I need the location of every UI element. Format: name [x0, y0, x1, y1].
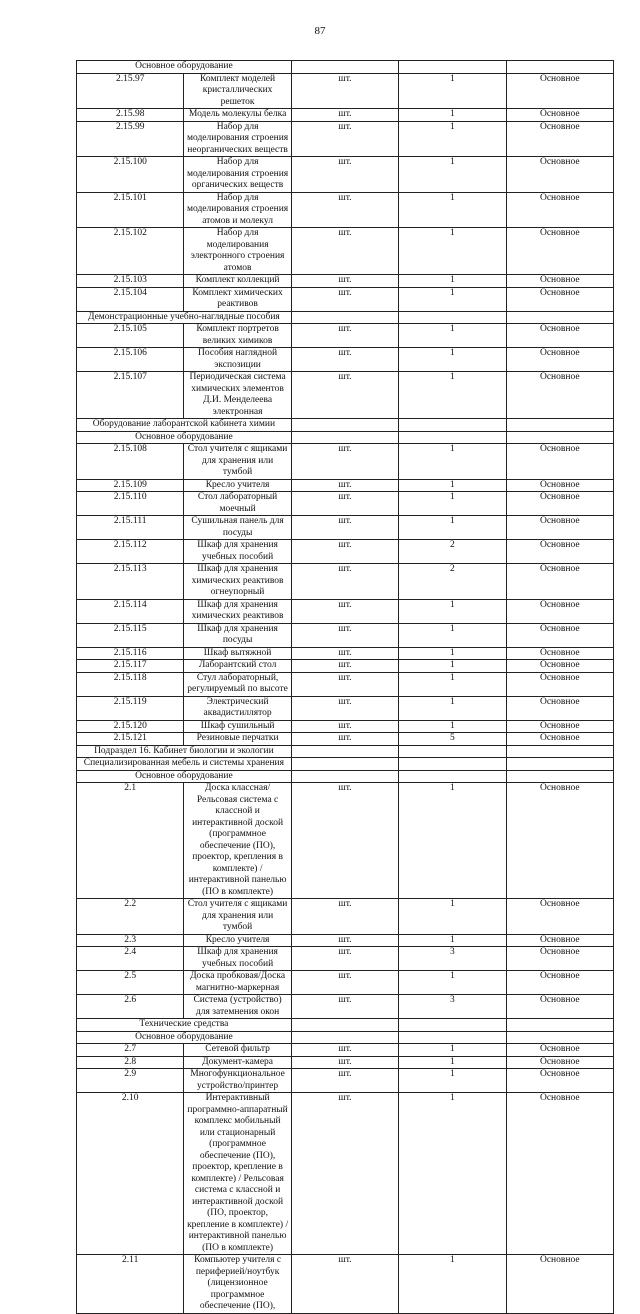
table-row [77, 660, 614, 673]
empty-cell [399, 311, 506, 324]
item-type: Основное [506, 444, 613, 480]
item-name: Комплект моделей кристаллических решеток [184, 73, 291, 109]
item-type: Основное [506, 720, 613, 733]
table-row [77, 720, 614, 733]
item-quantity: 1 [399, 192, 506, 228]
section-header-row [77, 311, 614, 324]
item-unit: шт. [291, 324, 398, 348]
empty-cell [291, 770, 398, 783]
item-type: Основное [506, 540, 613, 564]
item-name: Стол учителя с ящиками для хранения или тумбой [184, 899, 291, 935]
item-number: 2.15.102 [77, 228, 184, 275]
item-quantity: 1 [399, 479, 506, 492]
empty-cell [399, 419, 506, 432]
item-name: Шкаф для хранения учебных пособий [184, 947, 291, 971]
item-unit: шт. [291, 647, 398, 660]
item-unit: шт. [291, 733, 398, 746]
item-quantity: 5 [399, 733, 506, 746]
item-number: 2.15.117 [77, 660, 184, 673]
item-quantity: 1 [399, 783, 506, 899]
item-quantity: 1 [399, 672, 506, 696]
item-unit: шт. [291, 121, 398, 157]
item-unit: шт. [291, 479, 398, 492]
item-number: 2.15.115 [77, 623, 184, 647]
item-number: 2.15.121 [77, 733, 184, 746]
table-row [77, 899, 614, 935]
empty-cell [506, 1031, 613, 1044]
item-number: 2.15.97 [77, 73, 184, 109]
item-number: 2.15.101 [77, 192, 184, 228]
empty-cell [291, 1031, 398, 1044]
empty-cell [506, 431, 613, 444]
item-number: 2.5 [77, 971, 184, 995]
item-quantity: 1 [399, 157, 506, 193]
section-header: Подраздел 16. Кабинет биологии и экологии [77, 745, 292, 758]
item-unit: шт. [291, 516, 398, 540]
table-row [77, 564, 614, 600]
table-row [77, 275, 614, 288]
item-number: 2.8 [77, 1056, 184, 1069]
item-name: Стол лабораторный моечный [184, 492, 291, 516]
item-type: Основное [506, 1255, 613, 1314]
item-number: 2.15.109 [77, 479, 184, 492]
item-number: 2.15.111 [77, 516, 184, 540]
item-name: Шкаф для хранения учебных пособий [184, 540, 291, 564]
item-number: 2.15.99 [77, 121, 184, 157]
item-unit: шт. [291, 623, 398, 647]
item-quantity: 1 [399, 971, 506, 995]
item-type: Основное [506, 275, 613, 288]
item-type: Основное [506, 324, 613, 348]
item-number: 2.15.107 [77, 372, 184, 419]
item-quantity: 1 [399, 623, 506, 647]
section-header-row [77, 1019, 614, 1032]
item-type: Основное [506, 733, 613, 746]
table-row [77, 192, 614, 228]
empty-cell [506, 61, 613, 74]
item-number: 2.1 [77, 783, 184, 899]
item-unit: шт. [291, 971, 398, 995]
table-row [77, 324, 614, 348]
item-unit: шт. [291, 228, 398, 275]
empty-cell [506, 1019, 613, 1032]
item-number: 2.15.112 [77, 540, 184, 564]
item-quantity: 3 [399, 995, 506, 1019]
item-unit: шт. [291, 192, 398, 228]
section-header: Демонстрационные учебно-наглядные пособия [77, 311, 292, 324]
item-quantity: 1 [399, 121, 506, 157]
item-quantity: 1 [399, 348, 506, 372]
item-unit: шт. [291, 157, 398, 193]
item-name: Система (устройство) для затемнения окон [184, 995, 291, 1019]
table-row [77, 479, 614, 492]
item-type: Основное [506, 599, 613, 623]
item-unit: шт. [291, 934, 398, 947]
item-number: 2.7 [77, 1044, 184, 1057]
item-unit: шт. [291, 564, 398, 600]
table-row [77, 783, 614, 899]
item-type: Основное [506, 899, 613, 935]
item-type: Основное [506, 157, 613, 193]
empty-cell [291, 758, 398, 771]
empty-cell [291, 1019, 398, 1032]
item-unit: шт. [291, 348, 398, 372]
item-type: Основное [506, 696, 613, 720]
item-type: Основное [506, 516, 613, 540]
item-number: 2.15.106 [77, 348, 184, 372]
item-type: Основное [506, 479, 613, 492]
item-number: 2.15.113 [77, 564, 184, 600]
item-quantity: 1 [399, 287, 506, 311]
item-quantity: 1 [399, 696, 506, 720]
item-name: Компьютер учителя с периферией/ноутбук (лицензионное программное обеспечение (ПО), [184, 1255, 291, 1314]
item-number: 2.15.120 [77, 720, 184, 733]
table-row [77, 696, 614, 720]
table-row [77, 121, 614, 157]
section-header-row [77, 419, 614, 432]
table-row [77, 287, 614, 311]
item-name: Резиновые перчатки [184, 733, 291, 746]
equipment-table-body [77, 61, 614, 1314]
empty-cell [291, 745, 398, 758]
item-name: Комплект коллекций [184, 275, 291, 288]
table-row [77, 647, 614, 660]
table-row [77, 672, 614, 696]
item-quantity: 1 [399, 660, 506, 673]
empty-cell [399, 770, 506, 783]
item-name: Периодическая система химических элементов Д.И. Менделеева электронная [184, 372, 291, 419]
item-name: Модель молекулы белка [184, 109, 291, 122]
item-type: Основное [506, 647, 613, 660]
item-quantity: 1 [399, 109, 506, 122]
item-unit: шт. [291, 73, 398, 109]
item-type: Основное [506, 1056, 613, 1069]
table-row [77, 1069, 614, 1093]
item-name: Шкаф для хранения химических реактивов [184, 599, 291, 623]
item-quantity: 1 [399, 492, 506, 516]
item-name: Кресло учителя [184, 934, 291, 947]
item-number: 2.3 [77, 934, 184, 947]
table-row [77, 492, 614, 516]
item-number: 2.6 [77, 995, 184, 1019]
item-quantity: 1 [399, 720, 506, 733]
table-row [77, 109, 614, 122]
empty-cell [399, 745, 506, 758]
item-quantity: 1 [399, 647, 506, 660]
item-quantity: 1 [399, 275, 506, 288]
item-unit: шт. [291, 1255, 398, 1314]
item-quantity: 3 [399, 947, 506, 971]
empty-cell [291, 311, 398, 324]
table-row [77, 934, 614, 947]
item-name: Шкаф вытяжной [184, 647, 291, 660]
table-row [77, 372, 614, 419]
item-number: 2.11 [77, 1255, 184, 1314]
section-header-row [77, 1031, 614, 1044]
item-unit: шт. [291, 287, 398, 311]
item-type: Основное [506, 287, 613, 311]
item-type: Основное [506, 934, 613, 947]
item-unit: шт. [291, 444, 398, 480]
item-type: Основное [506, 73, 613, 109]
section-header: Специализированная мебель и системы хранения [77, 758, 292, 771]
section-header: Оборудование лаборантской кабинета химии [77, 419, 292, 432]
table-row [77, 599, 614, 623]
item-type: Основное [506, 971, 613, 995]
empty-cell [506, 311, 613, 324]
item-name: Набор для моделирования строения органических веществ [184, 157, 291, 193]
section-header-row [77, 770, 614, 783]
section-header-row [77, 745, 614, 758]
item-number: 2.15.108 [77, 444, 184, 480]
table-row [77, 1093, 614, 1255]
table-row [77, 540, 614, 564]
section-header: Технические средства [77, 1019, 292, 1032]
item-type: Основное [506, 228, 613, 275]
item-type: Основное [506, 947, 613, 971]
item-unit: шт. [291, 899, 398, 935]
item-name: Стул лабораторный, регулируемый по высоте [184, 672, 291, 696]
table-row [77, 971, 614, 995]
item-name: Доска пробковая/Доска магнитно-маркерная [184, 971, 291, 995]
item-unit: шт. [291, 672, 398, 696]
section-header: Основное оборудование [77, 61, 292, 74]
empty-cell [399, 758, 506, 771]
item-type: Основное [506, 672, 613, 696]
item-quantity: 1 [399, 934, 506, 947]
item-unit: шт. [291, 660, 398, 673]
empty-cell [506, 758, 613, 771]
section-header-row [77, 758, 614, 771]
item-quantity: 2 [399, 564, 506, 600]
item-name: Шкаф для хранения химических реактивов огнеупорный [184, 564, 291, 600]
item-number: 2.15.104 [77, 287, 184, 311]
section-header: Основное оборудование [77, 770, 292, 783]
item-name: Шкаф для хранения посуды [184, 623, 291, 647]
item-type: Основное [506, 1069, 613, 1093]
empty-cell [399, 431, 506, 444]
item-quantity: 1 [399, 324, 506, 348]
table-row [77, 73, 614, 109]
empty-cell [506, 419, 613, 432]
empty-cell [291, 419, 398, 432]
item-type: Основное [506, 564, 613, 600]
item-quantity: 1 [399, 73, 506, 109]
item-name: Доска классная/Рельсовая система с классной и интерактивной доской (программное обеспечение (ПО), проектор, крепления в комплекте) / интерактивной панелью (ПО в комплекте) [184, 783, 291, 899]
item-unit: шт. [291, 995, 398, 1019]
item-type: Основное [506, 348, 613, 372]
empty-cell [399, 1019, 506, 1032]
item-number: 2.15.114 [77, 599, 184, 623]
item-number: 2.15.100 [77, 157, 184, 193]
item-unit: шт. [291, 372, 398, 419]
section-header-row [77, 431, 614, 444]
item-name: Шкаф сушильный [184, 720, 291, 733]
item-quantity: 1 [399, 372, 506, 419]
item-name: Кресло учителя [184, 479, 291, 492]
item-unit: шт. [291, 1093, 398, 1255]
item-name: Стол учителя с ящиками для хранения или тумбой [184, 444, 291, 480]
item-number: 2.15.116 [77, 647, 184, 660]
item-quantity: 1 [399, 228, 506, 275]
item-quantity: 1 [399, 444, 506, 480]
section-header: Основное оборудование [77, 431, 292, 444]
item-name: Пособия наглядной экспозиции [184, 348, 291, 372]
section-header: Основное оборудование [77, 1031, 292, 1044]
item-type: Основное [506, 121, 613, 157]
item-unit: шт. [291, 492, 398, 516]
item-name: Набор для моделирования строения неорганических веществ [184, 121, 291, 157]
table-row [77, 1255, 614, 1314]
item-unit: шт. [291, 1056, 398, 1069]
item-number: 2.9 [77, 1069, 184, 1093]
item-name: Лаборантский стол [184, 660, 291, 673]
empty-cell [291, 431, 398, 444]
item-type: Основное [506, 660, 613, 673]
item-number: 2.15.98 [77, 109, 184, 122]
item-quantity: 1 [399, 1093, 506, 1255]
empty-cell [506, 745, 613, 758]
item-type: Основное [506, 372, 613, 419]
item-name: Сушильная панель для посуды [184, 516, 291, 540]
item-quantity: 1 [399, 1044, 506, 1057]
table-row [77, 228, 614, 275]
item-name: Документ-камера [184, 1056, 291, 1069]
equipment-table [76, 60, 614, 1314]
item-type: Основное [506, 492, 613, 516]
item-name: Сетевой фильтр [184, 1044, 291, 1057]
table-row [77, 348, 614, 372]
item-unit: шт. [291, 696, 398, 720]
item-quantity: 1 [399, 1069, 506, 1093]
item-name: Набор для моделирования строения атомов и молекул [184, 192, 291, 228]
item-type: Основное [506, 995, 613, 1019]
item-quantity: 1 [399, 516, 506, 540]
empty-cell [506, 770, 613, 783]
item-name: Интерактивный программно-аппаратный комплекс мобильный или стационарный (программное обеспечение (ПО), проектор, крепление в комплекте) / Рельсовая система с классной и интерактивной доской (ПО, проектор, крепление в комплекте) / интерактивной панелью (ПО в комплекте) [184, 1093, 291, 1255]
table-row [77, 995, 614, 1019]
item-name: Многофункциональное устройство/принтер [184, 1069, 291, 1093]
item-quantity: 1 [399, 1056, 506, 1069]
item-unit: шт. [291, 947, 398, 971]
item-number: 2.10 [77, 1093, 184, 1255]
table-row [77, 947, 614, 971]
empty-cell [399, 1031, 506, 1044]
table-row [77, 623, 614, 647]
table-row [77, 1056, 614, 1069]
item-unit: шт. [291, 783, 398, 899]
item-unit: шт. [291, 109, 398, 122]
section-header-row [77, 61, 614, 74]
item-number: 2.15.105 [77, 324, 184, 348]
item-type: Основное [506, 783, 613, 899]
item-name: Комплект химических реактивов [184, 287, 291, 311]
item-type: Основное [506, 109, 613, 122]
item-type: Основное [506, 192, 613, 228]
item-unit: шт. [291, 720, 398, 733]
item-unit: шт. [291, 275, 398, 288]
item-name: Электрический аквадистиллятор [184, 696, 291, 720]
item-type: Основное [506, 1044, 613, 1057]
item-number: 2.15.119 [77, 696, 184, 720]
item-quantity: 1 [399, 1255, 506, 1314]
table-row [77, 1044, 614, 1057]
item-number: 2.4 [77, 947, 184, 971]
item-name: Набор для моделирования электронного строения атомов [184, 228, 291, 275]
item-unit: шт. [291, 540, 398, 564]
empty-cell [291, 61, 398, 74]
item-quantity: 1 [399, 599, 506, 623]
empty-cell [399, 61, 506, 74]
item-unit: шт. [291, 1069, 398, 1093]
page-number: 87 [314, 25, 326, 37]
item-number: 2.15.103 [77, 275, 184, 288]
item-type: Основное [506, 623, 613, 647]
table-row [77, 157, 614, 193]
item-unit: шт. [291, 1044, 398, 1057]
item-number: 2.15.118 [77, 672, 184, 696]
table-row [77, 733, 614, 746]
item-quantity: 2 [399, 540, 506, 564]
table-row [77, 516, 614, 540]
item-unit: шт. [291, 599, 398, 623]
item-quantity: 1 [399, 899, 506, 935]
item-number: 2.15.110 [77, 492, 184, 516]
table-row [77, 444, 614, 480]
item-number: 2.2 [77, 899, 184, 935]
item-type: Основное [506, 1093, 613, 1255]
item-name: Комплект портретов великих химиков [184, 324, 291, 348]
